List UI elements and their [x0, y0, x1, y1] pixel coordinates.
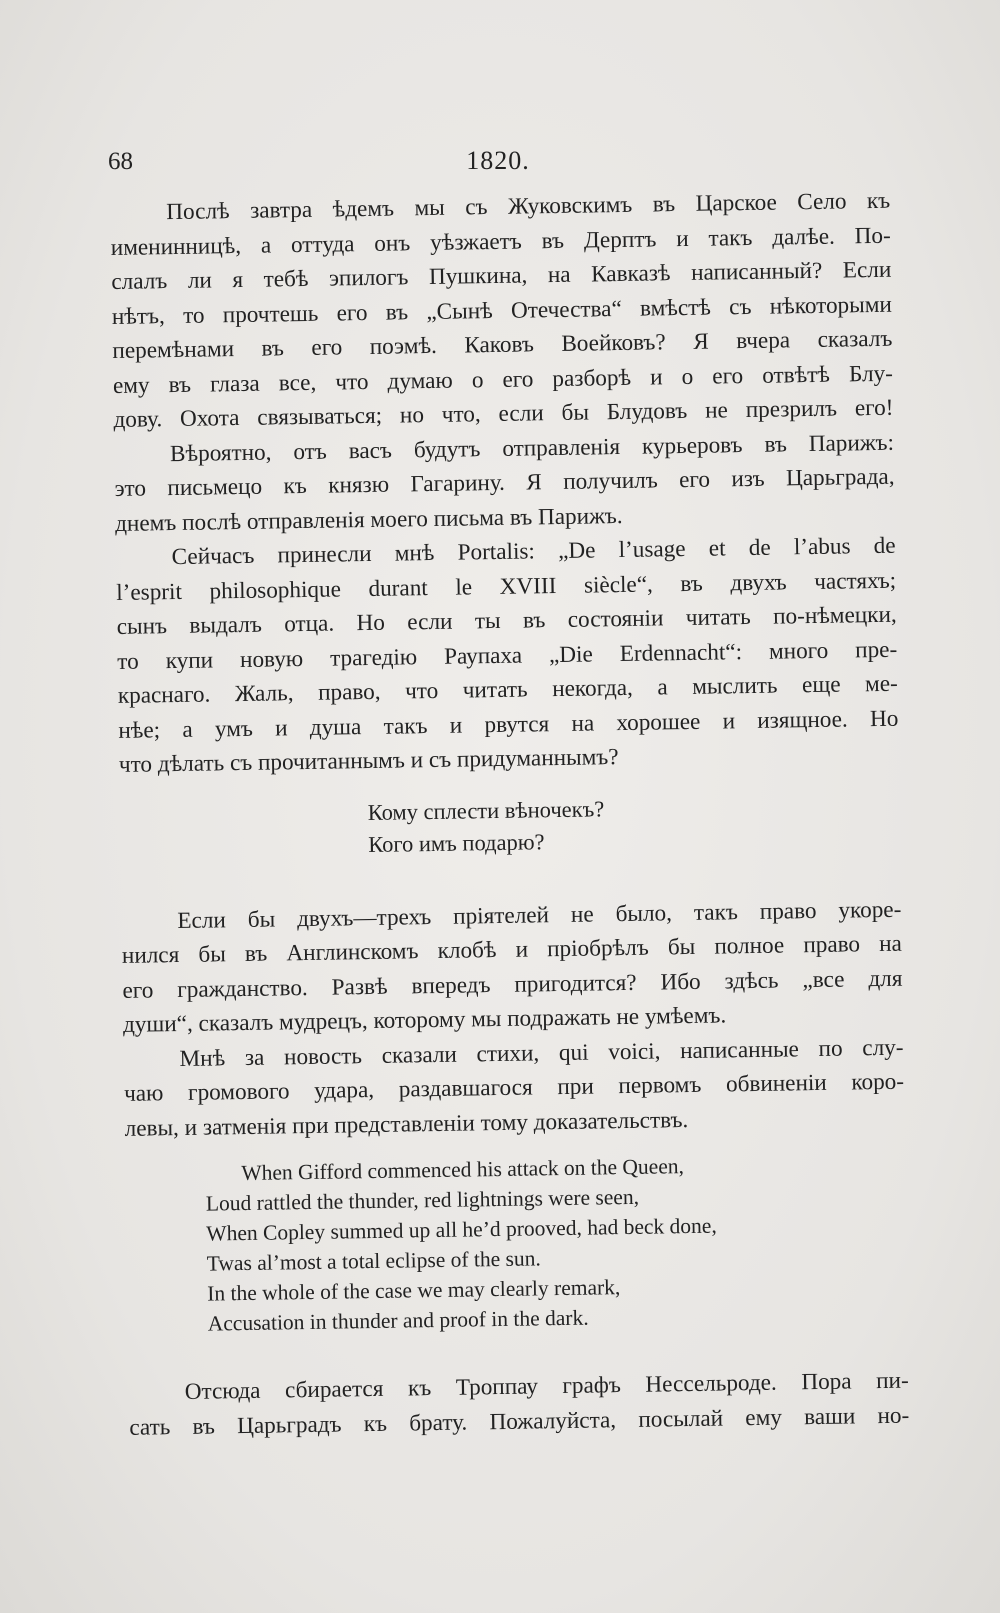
text-line: перемѣнами въ его поэмѣ. Каковъ Воейковъ? Я вчера сказалъ: [112, 325, 893, 364]
body-text: [110, 184, 910, 1445]
text-line: сынъ выдалъ отца. Но если ты въ состояніи читать по-нѣмецки,: [116, 601, 897, 640]
text-line: Сейчасъ принесли мнѣ Portalis: „De l’usage et de l’abus de: [171, 532, 896, 571]
verse-line: Loud rattled the thunder, red lightnings were seen,: [205, 1184, 640, 1216]
text-line: Вѣроятно, отъ васъ будутъ отправленія курьеровъ въ Парижъ:: [169, 429, 895, 467]
paragraph-5: [123, 1030, 905, 1146]
paragraph-3: [115, 529, 899, 783]
page-header: [108, 140, 888, 180]
text-line: слалъ ли я тебѣ эпилогъ Пушкина, на Кавказѣ написанный? Если: [111, 256, 892, 295]
text-line: что дѣлать съ прочитаннымъ и съ придуманнымъ?: [118, 744, 619, 778]
verse-line: Accusation in thunder and proof in the dark.: [207, 1305, 589, 1336]
verse-russian: [119, 788, 900, 864]
paragraph-4: [121, 892, 903, 1042]
text-line: днемъ послѣ отправленія моего письма въ Парижъ.: [114, 502, 623, 537]
text-line: это письмецо къ князю Гагарину. Я получилъ его изъ Царьграда,: [114, 463, 895, 502]
text-line: краснаго. Жаль, право, что читать некогда, а мыслить еще ме-: [117, 670, 898, 709]
text-line: l’esprit philosophique durant le XVIII siècle“, въ двухъ частяхъ;: [116, 567, 897, 606]
text-line: Если бы двухъ—трехъ пріятелей не было, такъ право укоре-: [177, 896, 902, 934]
verse-line: Twas al’most a total eclipse of the sun.: [206, 1246, 541, 1276]
text-line: Мнѣ за новость сказали стихи, qui voici, написанные по слу-: [179, 1034, 904, 1072]
text-line: дову. Охота связываться; но что, если бы Блудовъ не презрилъ его!: [113, 394, 894, 433]
verse-line: When Copley summed up all he’d prooved, had beck done,: [206, 1213, 717, 1246]
text-line: нѣтъ, то прочтешь его въ „Сынѣ Отечества“ вмѣстѣ съ нѣкоторыми: [111, 291, 893, 330]
paragraph-6: [129, 1364, 910, 1445]
verse-english: [125, 1148, 908, 1340]
running-title: 1820.: [466, 146, 530, 175]
text-line: Отсюда сбирается къ Троппау графъ Нессельроде. Пора пи-: [184, 1367, 909, 1405]
verse-line: Кого имъ подарю?: [368, 828, 545, 857]
text-line: его гражданство. Развѣ впередъ пригодится? Ибо здѣсь „все для: [122, 965, 903, 1004]
page-number: 68: [108, 148, 133, 175]
text-line: чаю громового удара, раздавшагося при первомъ обвиненіи коро-: [123, 1068, 905, 1107]
text-line: сать въ Царьградъ къ брату. Пожалуйста, посылай ему ваши но-: [129, 1402, 910, 1441]
text-line: нѣе; а умъ и душа такъ и рвутся на хорошее и изящное. Но: [118, 705, 899, 744]
paragraph-1: [110, 184, 894, 438]
verse-line: In the whole of the case we may clearly remark,: [207, 1275, 621, 1306]
text-line: Послѣ завтра ѣдемъ мы съ Жуковскимъ въ Царское Село къ: [166, 187, 891, 226]
text-line: левы, и затменія при представленіи тому доказательствъ.: [124, 1106, 689, 1142]
text-line: души“, сказалъ мудрецъ, которому мы подражать не умѣемъ.: [122, 1002, 727, 1038]
paragraph-2: [114, 425, 896, 541]
text-line: именинницѣ, а оттуда онъ уѣзжаетъ въ Дерптъ и такъ далѣе. По-: [110, 222, 891, 261]
text-line: ему въ глаза все, что думаю о его разборѣ и о его отвѣтѣ Блу-: [112, 360, 894, 399]
verse-line: Кому сплести вѣночекъ?: [367, 795, 605, 825]
text-line: нился бы въ Англинскомъ клобѣ и пріобрѣлъ бы полное право на: [121, 930, 903, 969]
text-line: то купи новую трагедію Раупаха „Die Erdennacht“: много пре-: [117, 636, 898, 675]
verse-line: When Gifford commenced his attack on the Queen,: [241, 1154, 685, 1186]
